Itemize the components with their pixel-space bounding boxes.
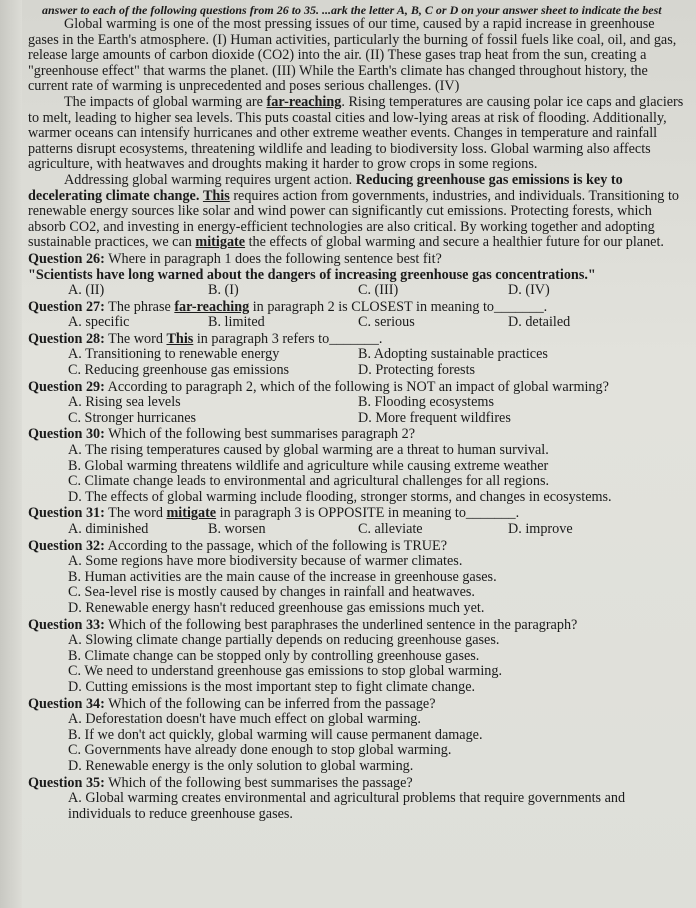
passage-paragraph-1: Global warming is one of the most pressing issues of our time, caused by a rapid increase in greenhouse gases in the Earth's atmosphere. (I) Human activities, particularly the burning of fossil fuels like coal, oil, and gas, release large amounts of carbon dioxide (CO2) into the air. (II) These gases trap heat from the sun, creating a "greenhouse effect" that warms the planet. (III) While the Earth's climate has changed throughout history, the current rate of warming is unprecedented and poses serious challenges. (IV): [28, 16, 677, 95]
question-33: [28, 618, 684, 696]
question-stem-b: in paragraph 3 refers to_______.: [193, 330, 383, 347]
option-a[interactable]: A. Some regions have more biodiversity because of warmer climates.: [68, 553, 463, 570]
option-a[interactable]: A. specific: [68, 314, 130, 331]
options-list: [28, 443, 684, 505]
question-underlined: mitigate: [166, 505, 217, 522]
option-a[interactable]: A. Transitioning to renewable energy: [68, 346, 280, 363]
question-number: Question 33:: [28, 616, 105, 633]
option-c[interactable]: C. serious: [358, 314, 415, 331]
option-b[interactable]: B. Flooding ecosystems: [358, 394, 494, 411]
question-number: Question 34:: [28, 695, 105, 712]
question-stem-a: The phrase: [104, 298, 175, 315]
question-number: Question 30:: [28, 426, 105, 443]
option-d[interactable]: D. More frequent wildfires: [358, 409, 511, 426]
question-27: [28, 300, 684, 331]
option-b[interactable]: B. (I): [208, 282, 239, 299]
options-list: [28, 633, 684, 695]
passage-paragraph-3: [28, 173, 684, 251]
p2-text-a: The impacts of global warming are: [64, 93, 267, 110]
question-31: [28, 506, 684, 537]
option-d[interactable]: D. The effects of global warming include flooding, stronger storms, and changes in ecosystems.: [68, 488, 612, 505]
option-a[interactable]: A. Rising sea levels: [68, 394, 181, 411]
page-edge-shadow: [0, 0, 22, 908]
option-d[interactable]: D. improve: [508, 521, 573, 537]
question-35: [28, 776, 684, 823]
p3-text-g: the effects of global warming and secure a healthier future for our planet.: [245, 234, 664, 251]
question-26: [28, 252, 684, 299]
option-a[interactable]: A. Slowing climate change partially depends on reducing greenhouse gases.: [68, 632, 500, 649]
options-row: [28, 522, 684, 538]
question-stem: Which of the following best summarises paragraph 2?: [104, 426, 416, 443]
question-30: [28, 427, 684, 505]
option-d[interactable]: D. detailed: [508, 314, 571, 331]
options-row: [28, 315, 684, 331]
question-stem: Which of the following best summarises the passage?: [104, 774, 413, 791]
p2-underlined-phrase: far-reaching: [266, 93, 342, 110]
option-b[interactable]: B. If we don't act quickly, global warming will cause permanent damage.: [68, 726, 483, 743]
option-a[interactable]: A. Global warming creates environmental and agricultural problems that require governments and individuals to reduce greenhouse gases.: [68, 790, 626, 822]
option-c[interactable]: C. Governments have already done enough to stop global warming.: [68, 742, 452, 759]
question-stem-a: The word: [104, 505, 167, 522]
p2-text-c: . Rising temperatures are causing polar ice caps and glaciers to melt, leading to higher sea levels. This puts coastal cities and low-lying areas at risk of flooding. Additionally, warmer oceans can intensify hurricanes and other extreme weather events. Changes in temperature and rainfall patterns disrupt ecosystems, threatening wildlife and leading to biodiversity loss. Global warming also affects agriculture, with heatwaves and droughts making it harder to grow crops in some regions.: [28, 93, 684, 173]
question-number: Question 32:: [28, 537, 105, 554]
question-number: Question 28:: [28, 330, 105, 347]
option-a[interactable]: A. The rising temperatures caused by global warming are a threat to human survival.: [68, 442, 549, 459]
option-d[interactable]: D. (IV): [508, 282, 550, 299]
passage-paragraph-2: [28, 95, 684, 173]
p3-text-a: Addressing global warming requires urgent action.: [64, 171, 356, 188]
options-grid: [28, 395, 684, 426]
option-a[interactable]: A. Deforestation doesn't have much effect on global warming.: [68, 711, 421, 728]
question-number: Question 29:: [28, 378, 105, 395]
option-b[interactable]: B. limited: [208, 314, 265, 331]
option-b[interactable]: B. Global warming threatens wildlife and agriculture while causing extreme weather: [68, 457, 549, 474]
question-stem: Which of the following best paraphrases the underlined sentence in the paragraph?: [104, 616, 578, 633]
option-d[interactable]: D. Renewable energy is the only solution to global warming.: [68, 757, 414, 774]
question-number: Question 27:: [28, 298, 105, 315]
worksheet-content: [28, 4, 684, 822]
p3-underlined-this: This: [202, 187, 230, 204]
question-34: [28, 697, 684, 775]
p3-text-e: requires action from governments, industries, and individuals. Transitioning to renewable energy sources like solar and wind power can significantly cut emissions. Protecting forests, which absorb CO2, and investing in energy-efficient technologies are also critical. By working together and adopting sustainable practices, we can: [28, 187, 679, 251]
option-c[interactable]: C. (III): [358, 282, 399, 299]
instructions-header: answer to each of the following questions from 26 to 35. ...ark the letter A, B, C or D on your answer sheet to indicate the best: [42, 3, 662, 17]
question-number: Question 26:: [28, 250, 105, 267]
option-c[interactable]: C. We need to understand greenhouse gas emissions to stop global warming.: [68, 663, 502, 680]
question-quote: "Scientists have long warned about the dangers of increasing greenhouse gas concentrations.": [28, 266, 596, 283]
options-grid: [28, 347, 684, 378]
options-list: [28, 712, 684, 774]
question-stem-a: The word: [104, 330, 167, 347]
option-d[interactable]: D. Renewable energy hasn't reduced greenhouse gas emissions much yet.: [68, 599, 485, 616]
question-underlined: This: [166, 330, 194, 347]
option-c[interactable]: C. Stronger hurricanes: [68, 409, 197, 426]
option-c[interactable]: C. Sea-level rise is mostly caused by changes in rainfall and heatwaves.: [68, 584, 475, 601]
p3-underlined-mitigate: mitigate: [195, 234, 246, 251]
option-a[interactable]: A. diminished: [68, 521, 149, 537]
question-stem: According to paragraph 2, which of the following is NOT an impact of global warming?: [104, 378, 609, 395]
question-number: Question 31:: [28, 505, 105, 522]
option-c[interactable]: C. Climate change leads to environmental and agricultural challenges for all regions.: [68, 473, 550, 490]
question-stem-b: in paragraph 2 is CLOSEST in meaning to_______.: [249, 298, 548, 315]
option-c[interactable]: C. Reducing greenhouse gas emissions: [68, 362, 290, 379]
option-b[interactable]: B. Adopting sustainable practices: [358, 346, 548, 363]
option-a[interactable]: A. (II): [68, 282, 105, 299]
question-underlined: far-reaching: [174, 298, 250, 315]
question-32: [28, 539, 684, 617]
options-list: [28, 554, 684, 616]
question-stem: Where in paragraph 1 does the following sentence best fit?: [104, 250, 442, 267]
option-d[interactable]: D. Cutting emissions is the most important step to fight climate change.: [68, 678, 476, 695]
question-stem: Which of the following can be inferred from the passage?: [104, 695, 436, 712]
p3-key-sentence: Reducing greenhouse gas emissions is key to decelerating climate change.: [28, 171, 623, 204]
option-c[interactable]: C. alleviate: [358, 521, 423, 537]
question-29: [28, 380, 684, 427]
option-b[interactable]: B. Human activities are the main cause of the increase in greenhouse gases.: [68, 568, 497, 585]
question-stem-b: in paragraph 3 is OPPOSITE in meaning to_______.: [216, 505, 520, 522]
question-number: Question 35:: [28, 774, 105, 791]
option-b[interactable]: B. worsen: [208, 521, 266, 537]
question-28: [28, 332, 684, 379]
option-b[interactable]: B. Climate change can be stopped only by controlling greenhouse gases.: [68, 647, 480, 664]
options-list: [28, 791, 684, 822]
question-stem: According to the passage, which of the following is TRUE?: [104, 537, 448, 554]
option-d[interactable]: D. Protecting forests: [358, 362, 476, 379]
options-row: [28, 283, 684, 299]
